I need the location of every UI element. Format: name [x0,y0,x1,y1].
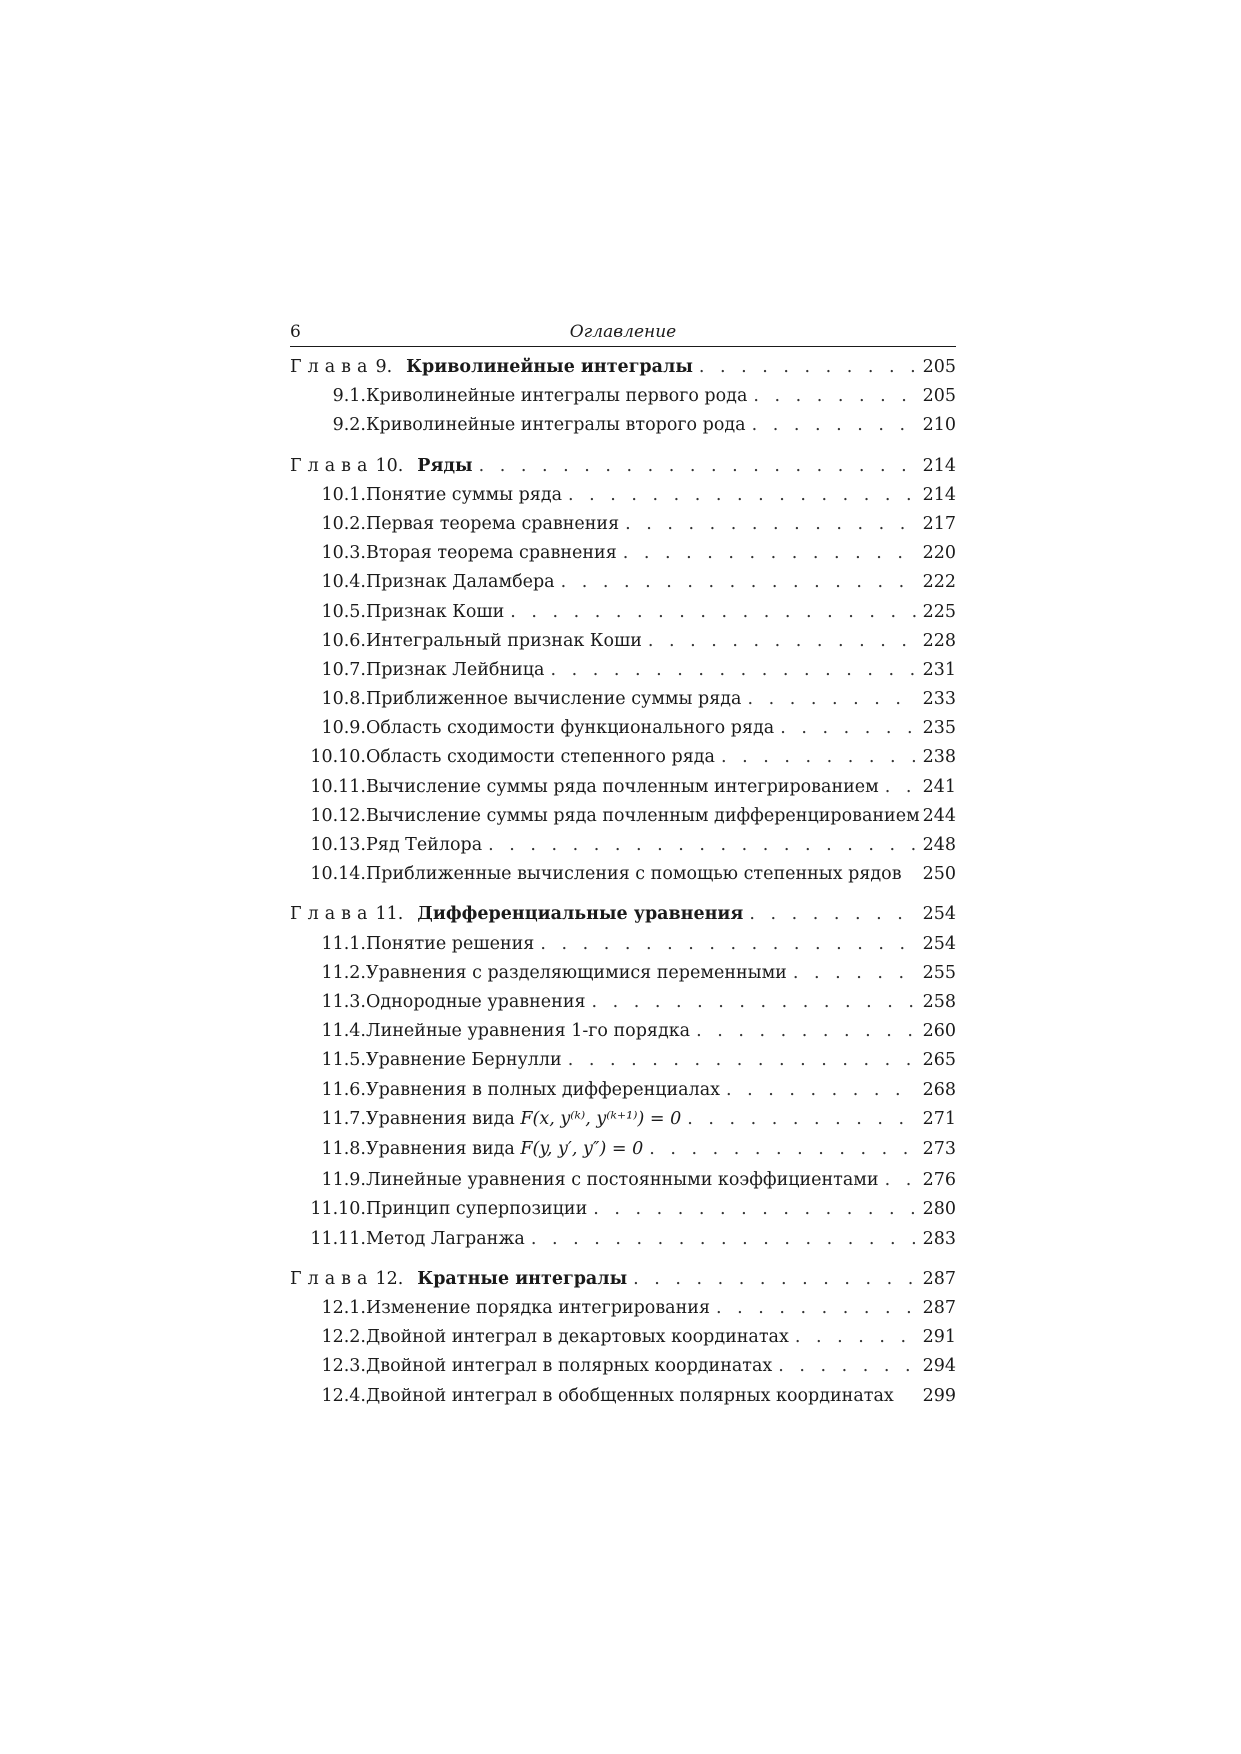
chapter-heading[interactable] [290,1269,956,1298]
section-formula: F(x, y⁽ᵏ⁾, y⁽ᵏ⁺¹⁾) = 0 [520,1108,682,1129]
dot-leader [753,386,916,406]
section-number: 12.1. [321,1298,366,1319]
section-page: 258 [922,991,956,1012]
section-title [366,572,555,592]
section-title [366,631,642,651]
dot-leader [561,572,916,592]
chapter-block [290,357,956,445]
section-title-text: Первая теорема сравнения [366,513,620,534]
toc-entry[interactable] [290,806,956,835]
section-title-text: Область сходимости степенного ряда [366,747,715,768]
section-title-text: Уравнения вида [366,1139,515,1160]
section-title-text: Вычисление суммы ряда почленным дифференцированием [366,805,920,826]
section-title [366,747,715,767]
section-number: 11.10. [310,1199,366,1220]
chapter-number: 10. [375,455,404,476]
section-page: 287 [922,1298,956,1319]
chapter-page: 205 [922,357,956,377]
section-title-text: Уравнения вида [366,1108,515,1129]
toc-entry[interactable] [290,934,956,963]
toc-entry[interactable] [290,992,956,1021]
section-title [366,602,504,622]
section-number: 10.13. [310,835,366,855]
section-title-text: Линейные уравнения с постоянными коэффициентами [366,1170,879,1191]
section-number: 11.4. [321,1021,366,1042]
chapter-page: 214 [922,455,956,476]
section-title-text: Признак Коши [366,601,505,622]
dot-leader [568,485,916,505]
chapter-heading[interactable] [290,904,956,933]
chapter-title: Кратные интегралы [417,1268,628,1289]
section-title-text: Ряд Тейлора [366,835,483,855]
dot-leader [721,747,916,767]
section-title [366,1386,894,1406]
toc-entry[interactable] [290,835,956,864]
running-header [290,318,956,347]
section-number: 9.1. [332,386,366,407]
dot-leader [531,1229,916,1249]
section-page: 268 [922,1079,956,1100]
dot-leader [488,835,916,855]
section-title-text: Интегральный признак Коши [366,630,642,651]
dot-leader [747,689,916,709]
dot-leader [885,1170,916,1190]
section-page: 250 [922,864,956,885]
dot-leader [716,1298,916,1318]
toc-entry[interactable] [290,1080,956,1109]
dot-leader [699,357,916,377]
section-title-text: Понятие решения [366,933,535,954]
section-title-text: Область сходимости функционального ряда [366,718,775,739]
dot-leader [593,1199,916,1219]
chapter-prefix: Глава [290,1268,374,1289]
section-title-text: Двойной интеграл в полярных координатах [366,1356,773,1377]
dot-leader [793,963,916,983]
section-title [366,992,586,1012]
section-title-text: Изменение порядка интегрирования [366,1298,710,1319]
dot-leader [510,602,916,622]
section-page: 276 [922,1170,956,1191]
dot-leader [479,456,916,476]
chapter-label [290,1269,627,1289]
section-page: 260 [922,1021,956,1042]
toc-entry[interactable] [290,1298,956,1327]
section-page: 238 [922,747,956,768]
toc-entry[interactable] [290,1386,956,1415]
chapter-label [290,357,693,377]
toc-entry[interactable] [290,386,956,415]
section-title-text: Признак Лейбница [366,659,545,680]
section-number: 11.11. [310,1228,366,1249]
section-page: 248 [922,835,956,855]
section-number: 10.4. [321,572,366,593]
chapter-prefix: Глава [290,904,374,925]
chapter-prefix: Глава [290,357,374,377]
section-title [366,1080,720,1100]
section-title [366,1298,710,1318]
section-number: 11.8. [321,1139,366,1160]
section-page: 205 [922,386,956,407]
toc-entry[interactable] [290,1139,956,1170]
section-title [366,934,534,954]
toc-entry[interactable] [290,485,956,514]
toc-entry[interactable] [290,777,956,806]
section-title-text: Приближенные вычисления с помощью степенных рядов [366,864,902,885]
section-title [366,1021,690,1041]
section-page: 241 [922,776,956,797]
section-title [366,543,617,563]
section-title-text: Однородные уравнения [366,991,586,1012]
section-title-text: Приближенное вычисление суммы ряда [366,689,742,710]
dot-leader [780,718,916,738]
section-title [366,1199,587,1219]
section-number: 11.7. [321,1108,366,1129]
section-title-text: Уравнения в полных дифференциалах [366,1079,721,1100]
section-title [366,1170,879,1190]
section-page: 254 [922,933,956,954]
toc-entry[interactable] [290,514,956,543]
table-of-contents [290,357,956,1415]
dot-leader [540,934,916,954]
chapter-page: 254 [922,904,956,925]
dot-leader [568,1050,916,1070]
dot-leader [592,992,916,1012]
section-page: 217 [922,513,956,534]
section-page: 283 [922,1228,956,1249]
header-title: Оглавление [569,322,677,342]
section-number: 11.5. [321,1050,366,1071]
toc-entry[interactable] [290,1199,956,1228]
toc-entry[interactable] [290,864,956,893]
dot-leader [749,904,916,924]
section-number: 10.7. [321,659,366,680]
section-number: 9.2. [332,415,366,436]
section-title [366,660,544,680]
section-title-text: Криволинейные интегралы первого рода [366,386,748,407]
section-page: 228 [922,630,956,651]
toc-entry[interactable] [290,718,956,747]
section-page: 214 [922,484,956,505]
section-page: 233 [922,689,956,710]
section-title-text: Признак Даламбера [366,572,555,593]
toc-entry[interactable] [290,1021,956,1050]
section-number: 12.4. [321,1385,366,1406]
toc-entry[interactable] [290,1327,956,1356]
chapter-label [290,456,473,476]
toc-entry[interactable] [290,1050,956,1079]
chapter-block [290,904,956,1257]
dot-leader [885,777,916,797]
section-title [366,1139,643,1159]
section-title [366,864,902,884]
section-title [366,514,619,534]
toc-entry[interactable] [290,1229,956,1258]
section-title-text: Двойной интеграл в декартовых координатах [366,1327,789,1348]
chapter-page: 287 [922,1268,956,1289]
section-page: 271 [922,1108,956,1129]
toc-entry[interactable] [290,631,956,660]
chapter-label [290,904,743,924]
chapter-title: Криволинейные интегралы [406,357,693,377]
section-number: 10.14. [310,864,366,885]
section-page: 220 [922,543,956,564]
section-page: 265 [922,1050,956,1071]
section-title [366,718,774,738]
section-number: 10.2. [321,513,366,534]
dot-leader [625,514,916,534]
section-title [366,1050,562,1070]
chapter-number: 12. [375,1268,404,1289]
dot-leader [795,1327,916,1347]
section-title [366,1229,525,1249]
chapter-prefix: Глава [290,455,374,476]
toc-entry[interactable] [290,963,956,992]
dot-leader [752,415,916,435]
section-title [366,806,920,826]
section-number: 10.5. [321,601,366,622]
dot-leader [648,631,916,651]
section-title [366,485,562,505]
section-page: 291 [922,1327,956,1348]
section-number: 10.11. [310,776,366,797]
section-title [366,835,482,855]
toc-entry[interactable] [290,572,956,601]
page [290,318,956,1426]
section-page: 210 [922,415,956,436]
section-page: 244 [922,805,956,826]
section-number: 11.6. [321,1079,366,1100]
section-number: 10.1. [321,484,366,505]
toc-entry[interactable] [290,1170,956,1199]
toc-entry[interactable] [290,1356,956,1385]
dot-leader [633,1269,916,1289]
section-number: 10.3. [321,543,366,564]
section-title-text: Криволинейные интегралы второго рода [366,415,746,436]
section-page: 225 [922,601,956,622]
section-page: 235 [922,718,956,739]
section-title [366,386,747,406]
chapter-block [290,456,956,894]
toc-entry[interactable] [290,415,956,444]
section-page: 294 [922,1356,956,1377]
section-title-text: Метод Лагранжа [366,1228,525,1249]
dot-leader [726,1080,916,1100]
toc-entry[interactable] [290,602,956,631]
toc-entry[interactable] [290,1109,956,1140]
dot-leader [687,1109,916,1129]
toc-entry[interactable] [290,747,956,776]
section-title-text: Понятие суммы ряда [366,484,563,505]
section-title-text: Вычисление суммы ряда почленным интегрированием [366,776,879,797]
section-number: 12.2. [321,1327,366,1348]
section-title-text: Уравнения с разделяющимися переменными [366,962,787,983]
section-formula: F(y, y′, y″) = 0 [520,1139,644,1160]
chapter-block [290,1269,956,1415]
section-title [366,1109,681,1129]
dot-leader [550,660,916,680]
dot-leader [778,1356,916,1376]
section-number: 11.2. [321,962,366,983]
section-title-text: Двойной интеграл в обобщенных полярных координатах [366,1385,894,1406]
section-page: 273 [922,1139,956,1160]
section-number: 10.12. [310,805,366,826]
section-title [366,1327,789,1347]
section-title-text: Линейные уравнения 1-го порядка [366,1021,691,1042]
section-number: 10.6. [321,630,366,651]
section-number: 12.3. [321,1356,366,1377]
section-number: 10.8. [321,689,366,710]
chapter-number: 9. [375,357,393,377]
chapter-title: Ряды [417,455,473,476]
toc-entry[interactable] [290,689,956,718]
chapter-heading[interactable] [290,357,956,386]
section-title-text: Вторая теорема сравнения [366,543,617,564]
chapter-heading[interactable] [290,456,956,485]
section-page: 299 [922,1385,956,1406]
header-page-number: 6 [290,322,301,342]
section-page: 231 [922,659,956,680]
section-title [366,415,746,435]
section-page: 222 [922,572,956,593]
section-page: 255 [922,962,956,983]
section-number: 11.1. [321,933,366,954]
section-number: 10.10. [310,747,366,768]
dot-leader [696,1021,916,1041]
section-number: 10.9. [321,718,366,739]
toc-entry[interactable] [290,660,956,689]
chapter-number: 11. [375,904,404,925]
section-number: 11.9. [321,1170,366,1191]
section-title [366,777,879,797]
section-title [366,689,741,709]
dot-leader [649,1139,916,1159]
section-title-text: Уравнение Бернулли [366,1050,562,1071]
dot-leader [623,543,916,563]
section-title [366,1356,772,1376]
section-title [366,963,787,983]
section-number: 11.3. [321,991,366,1012]
chapter-title: Дифференциальные уравнения [417,904,744,925]
section-page: 280 [922,1199,956,1220]
toc-entry[interactable] [290,543,956,572]
section-title-text: Принцип суперпозиции [366,1199,588,1220]
